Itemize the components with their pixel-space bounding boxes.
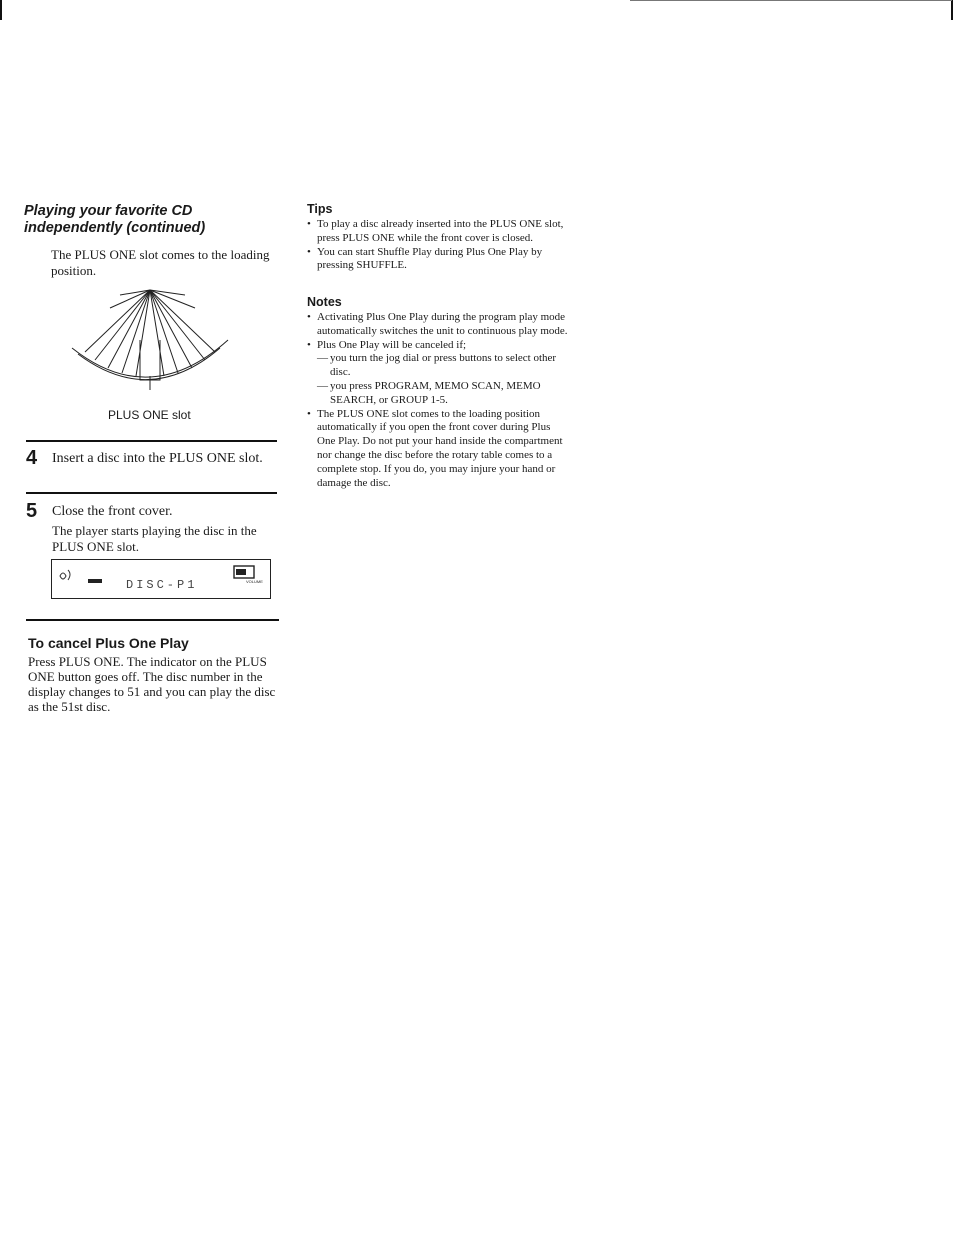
step-text: Close the front cover. [52,504,173,519]
list-item: • The PLUS ONE slot comes to the loading position automatically if you open the front cover during Plus One Play. Do not put your hand inside the compartment nor change the disc before the rotary table comes to a complete stop. If you do, you may injure your hand or damage the disc. [307,408,569,491]
section-heading: Playing your favorite CD independently (continued) [24,203,206,236]
plus-one-slot-illustration [60,280,240,390]
step-number: 5 [26,500,38,522]
list-subitem: — you press PROGRAM, MEMO SCAN, MEMO SEARCH, or GROUP 1-5. [317,379,541,406]
volume-label: VOLUME [246,579,263,584]
list-subitem: — you turn the jog dial or press buttons to select other disc. [317,352,557,379]
page-edge-line-top [630,0,952,1]
display-readout: DISC-P1 [126,578,198,592]
notes-list [307,311,569,490]
notes-heading: Notes [307,295,342,309]
step-divider [26,440,277,442]
cancel-heading: To cancel Plus One Play [28,635,189,651]
list-subitem-text: you press PROGRAM, MEMO SCAN, MEMO SEARCH, or GROUP 1-5. [330,379,541,406]
step-description: The player starts playing the disc in the PLUS ONE slot. [52,523,257,554]
list-item: • Plus One Play will be canceled if; [307,339,569,353]
figure-label: PLUS ONE slot [108,408,191,422]
page-edge-mark-left [0,0,2,20]
intro-text: The PLUS ONE slot comes to the loading position. [51,247,270,278]
step-divider [26,492,277,494]
tips-list [307,218,569,273]
list-subitem-text: you turn the jog dial or press buttons to select other disc. [330,352,557,379]
cancel-text: Press PLUS ONE. The indicator on the PLUS ONE button goes off. The disc number in the display changes to 51 and you can play the disc as the 51st disc. [28,654,276,714]
disc-icon [60,570,70,580]
list-item: • Activating Plus One Play during the program play mode automatically switches the unit to continuous play mode. [307,311,569,339]
list-item: • To play a disc already inserted into the PLUS ONE slot, press PLUS ONE while the front cover is closed. [307,218,569,246]
page-edge-mark-right [951,0,953,20]
list-item: • You can start Shuffle Play during Plus One Play by pressing SHUFFLE. [307,246,569,274]
section-divider [26,619,279,621]
tips-heading: Tips [307,202,333,216]
step-number: 4 [26,447,38,469]
display-panel-illustration [51,559,271,599]
step-text: Insert a disc into the PLUS ONE slot. [52,451,263,466]
